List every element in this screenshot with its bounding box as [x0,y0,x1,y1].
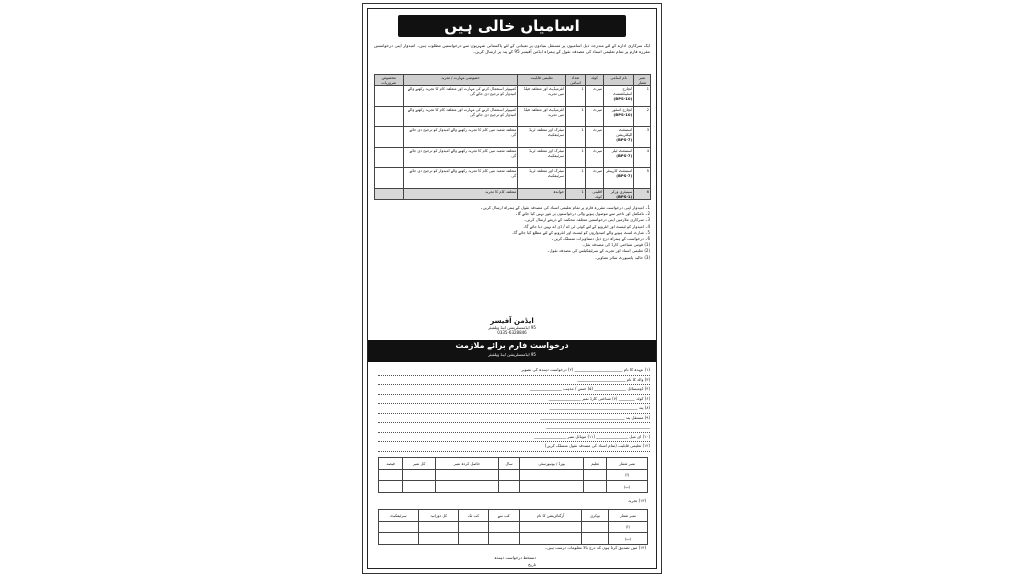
education-header: نمبر شمار [607,458,648,470]
table-row [375,86,651,107]
experience-header: نمبر شمار [608,510,647,522]
instruction-item: (1) قومی شناختی کارڈ کی مصدقہ نقل۔ [581,242,650,248]
job-scale: (BPS-7) [616,173,633,178]
experience-header: کل دورانیہ [418,510,459,522]
job-quota: میرٹ [585,127,603,148]
job-name: اسسٹنٹ ٹیلر [611,147,633,153]
experience-header: کب تک [459,510,488,522]
experience-cell [418,533,459,545]
jobs-header: تعداد اسامی [566,75,586,86]
date-label: تاریخ [528,562,536,567]
job-requirements [375,188,404,199]
experience-cell [488,533,519,545]
job-requirements [375,127,404,148]
experience-cell [519,521,582,533]
job-education: انٹرمیڈیٹ اور متعلقہ فیلڈ میں تجربہ [518,106,566,127]
job-scale: (BPS-10) [613,111,633,117]
table-row [375,168,651,189]
experience-row-label: (ب) [608,533,647,545]
jobs-header: تعلیمی قابلیت [518,75,566,86]
job-count: 1 [566,188,586,199]
experience-cell [582,533,609,545]
signature-label: دستخط درخواست دہندہ [494,555,536,560]
job-education: خواندہ [518,188,566,199]
officer-contact [374,317,650,335]
form-field-line: ____________________________________________________ [378,423,650,433]
job-scale: (BPS-1) [616,193,633,199]
form-field-line: (۱۲) تعلیمی قابلیت (تمام اسناد کی مصدقہ نقول منسلک کریں) [378,442,650,452]
form-field-line: (۶) کوٹہ ________ (۷) شناختی کارڈ نمبر ________________ [378,395,650,405]
education-row-label: (ب) [607,481,648,493]
job-count: 1 [566,147,586,168]
experience-table [378,509,648,545]
experience-cell [459,533,488,545]
instructions-list [374,205,650,261]
job-title [604,168,634,189]
job-education: میٹرک اور متعلقہ ٹریڈ سرٹیفکیٹ [518,147,566,168]
job-count: 1 [566,127,586,148]
education-cell [436,481,499,493]
instruction-item: 5۔ شارٹ لسٹ ہونے والے امیدواروں کو ٹیسٹ اور انٹرویو کے لئے مطلع کیا جائے گا۔ [511,229,650,235]
education-header: بورڈ / یونیورسٹی [520,458,584,470]
education-header: حاصل کردہ نمبر [436,458,499,470]
form-field-line: (۳) والد کا نام ________________________ [378,376,650,386]
job-quota: میرٹ [585,106,603,127]
jobs-header: کوٹہ [585,75,603,86]
job-number: 2 [634,106,651,127]
experience-cell [379,533,419,545]
education-cell [436,469,499,481]
experience-cell [379,521,419,533]
job-scale: (BPS-7) [616,137,633,142]
job-scale: (BPS-10) [613,96,633,101]
experience-cell [459,521,488,533]
job-count: 1 [566,86,586,107]
form-subtitle: 95 ایڈمنسٹریشن اینڈ ویلفیئر [488,352,536,357]
form-fields [378,366,650,452]
table-row [379,533,648,545]
vacancies-table [374,74,651,200]
job-number: 5 [634,168,651,189]
job-skills: کمپیوٹر استعمال کرنے کی مہارت اور متعلقہ کام کا تجربہ رکھنے والے امیدوار کو ترجیح دی جائے گی [403,106,518,127]
job-quota: اقلیتی کوٹہ [585,188,603,199]
job-count: 1 [566,168,586,189]
instruction-item: 1۔ امیدوار اپنی درخواست مقررہ فارم پر تمام تعلیمی اسناد کی مصدقہ نقول کے ہمراہ ارسال کریں۔ [480,205,650,210]
job-requirements [375,86,404,107]
newspaper-ad [362,3,662,574]
job-skills: متعلقہ شعبہ میں کام کا تجربہ رکھنے والے امیدوار کو ترجیح دی جائے گی [403,168,518,189]
application-form-header [368,340,656,362]
form-field-line: (۱۰) ای میل ________________ (۱۱) موبائل نمبر ________________ [378,433,650,443]
job-requirements [375,147,404,168]
table-row [375,106,651,127]
education-cell [379,469,403,481]
vacancies-banner: اسامیاں خالی ہیں [398,15,626,37]
experience-row-label: (ا) [608,521,647,533]
form-field-line: (۹) مستقل پتہ __________________________________________ [378,414,650,424]
instruction-item: 3۔ سرکاری ملازمین اپنی درخواستیں متعلقہ محکمہ کے ذریعے ارسال کریں۔ [523,217,650,223]
jobs-header: خصوصی مہارت / تجربہ [403,75,518,86]
instruction-item: 6۔ درخواست کے ہمراہ درج ذیل دستاویزات منسلک کریں۔ [551,236,650,242]
job-title [604,188,634,199]
education-row-label: (ا) [607,469,648,481]
instruction-item: (2) تعلیمی اسناد اور تجربہ کے سرٹیفکیٹس کی مصدقہ نقول۔ [547,248,650,254]
officer-phone: 0335-6328846 [497,330,527,335]
education-header: فیصد [379,458,403,470]
job-number: 4 [634,147,651,168]
job-quota: میرٹ [585,168,603,189]
form-field-line: (۱) عہدہ کا نام ________________________ (۲) درخواست دہندہ کی تصویر [378,366,650,376]
job-name: انچارج اسٹیبلشمنٹ [612,86,633,96]
job-education: میٹرک اور متعلقہ ٹریڈ سرٹیفکیٹ [518,168,566,189]
experience-cell [418,521,459,533]
education-header: تعلیم [584,458,607,470]
job-skills: متعلقہ شعبہ میں کام کا تجربہ رکھنے والے امیدوار کو ترجیح دی جائے گی [403,127,518,148]
education-cell [498,481,520,493]
experience-header: سرٹیفکیٹ [379,510,419,522]
job-title [604,147,634,168]
job-name: اسسٹنٹ الیکٹریشن [616,127,633,137]
experience-header: نوکری [582,510,609,522]
job-quota: میرٹ [585,86,603,107]
education-cell [379,481,403,493]
education-cell [403,481,436,493]
table-row [375,127,651,148]
job-number: 3 [634,127,651,148]
experience-header: کب سے [488,510,519,522]
job-number: 1 [634,86,651,107]
instruction-item: (3) حالیہ پاسپورٹ سائز تصاویر۔ [594,254,650,260]
experience-cell [582,521,609,533]
job-title [604,86,634,107]
intro-paragraph: ایک سرکاری ادارے کے لئے مندرجہ ذیل اسامیوں پر مستقل بنیادوں پر تعیناتی کے لئے پاکستانی شہریوں سے درخواستیں مطلوب ہیں۔ امیدوار اپنی درخواستیں مقررہ فارم پر تمام تعلیمی اسناد کی مصدقہ نقول کے ہمراہ ایڈمن آفیسر 95 کے پتہ پر ارسال کریں۔ [374,43,650,54]
education-cell [520,469,584,481]
education-cell [584,469,607,481]
jobs-header: نمبر شمار [634,75,651,86]
job-skills: کمپیوٹر استعمال کرنے کی مہارت اور متعلقہ کام کا تجربہ رکھنے والے امیدوار کو ترجیح دی جائے گی [403,86,518,107]
education-cell [584,481,607,493]
table-row [379,481,648,493]
education-cell [520,481,584,493]
job-education: میٹرک اور متعلقہ ٹریڈ سرٹیفکیٹ [518,127,566,148]
experience-label: (۱۳) تجربہ [627,498,646,503]
education-header: کل نمبر [403,458,436,470]
job-title [604,106,634,127]
job-scale: (BPS-7) [616,152,633,158]
job-name: اسسٹنٹ کارپینٹر [606,168,633,173]
table-row [379,521,648,533]
ad-border [367,8,657,569]
experience-cell [519,533,582,545]
table-row [379,469,648,481]
job-requirements [375,168,404,189]
job-name: انچارج اسٹور [611,106,633,112]
job-title [604,127,634,148]
jobs-header: نام اسامی [604,75,634,86]
form-field-line: (۴) ڈومیسائل ________________ (۵) جنس / مذہب ________________ [378,385,650,395]
officer-title: ایڈمن آفیسر [490,317,534,325]
job-skills: متعلقہ شعبہ میں کام کا تجربہ رکھنے والے امیدوار کو ترجیح دی جائے گی [403,147,518,168]
job-quota: میرٹ [585,147,603,168]
officer-address: 95 ایڈمنسٹریشن اینڈ ویلفیئر [488,325,536,330]
education-header: سال [498,458,520,470]
form-title: درخواست فارم برائے ملازمت [455,341,569,350]
declaration: (۱۴) میں تصدیق کرتا ہوں کہ درج بالا معلومات درست ہیں۔ [544,545,646,550]
job-count: 1 [566,106,586,127]
instruction-item: 2۔ نامکمل اور تاخیر سے موصول ہونے والی درخواستوں پر غور نہیں کیا جائے گا۔ [515,211,650,217]
jobs-header: مخصوص ضروریات [375,75,404,86]
instruction-item: 4۔ امیدوار کو ٹیسٹ اور انٹرویو کے لئے کوئی ٹی اے / ڈی اے نہیں دیا جائے گا۔ [522,223,650,229]
job-number: 6 [634,188,651,199]
education-cell [403,469,436,481]
form-field-line: (۸) پتہ ____________________________________________ [378,404,650,414]
table-row [375,188,651,199]
job-name: سینیٹری ورکر [610,188,633,194]
job-education: انٹرمیڈیٹ اور متعلقہ فیلڈ میں تجربہ [518,86,566,107]
experience-cell [488,521,519,533]
education-cell [498,469,520,481]
education-table [378,457,648,493]
experience-header: آرگنائزیشن کا نام [519,510,582,522]
table-row [375,147,651,168]
job-skills: متعلقہ کام کا تجربہ [403,188,518,199]
job-requirements [375,106,404,127]
